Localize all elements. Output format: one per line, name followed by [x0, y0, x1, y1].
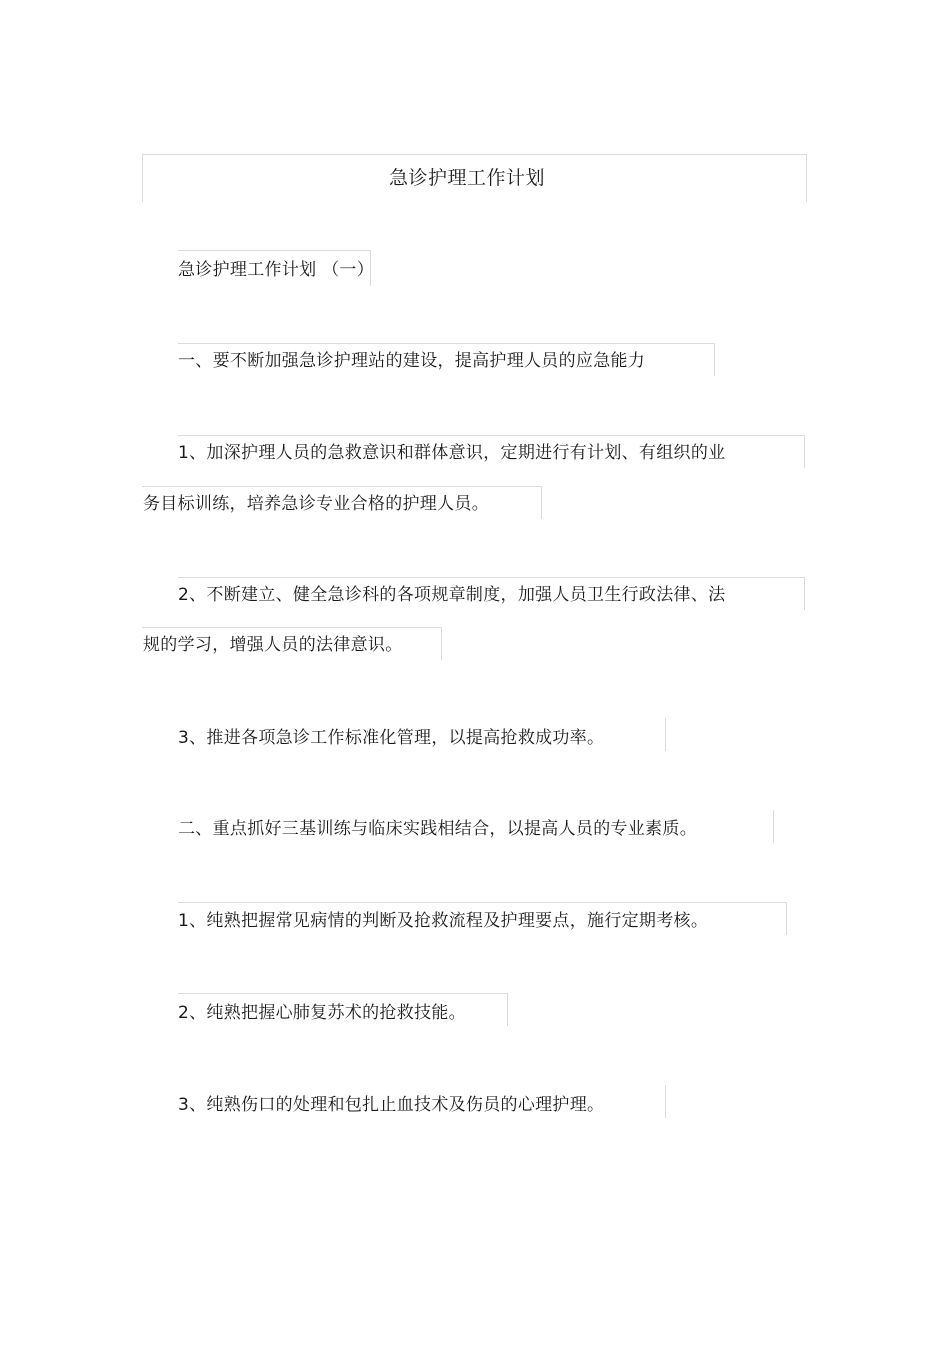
section1-item1-line2: 务目标训练，培养急诊专业合格的护理人员。: [143, 494, 489, 514]
section1-heading: 一、要不断加强急诊护理站的建设，提高护理人员的应急能力: [178, 351, 646, 371]
document-subtitle: 急诊护理工作计划 （一）: [178, 260, 375, 280]
section1-item1-line1: 1、加深护理人员的急救意识和群体意识，定期进行有计划、有组织的业: [178, 443, 726, 463]
section2-heading: 二、重点抓好三基训练与临床实践相结合，以提高人员的专业素质。: [178, 819, 697, 839]
section2-item2: 2、纯熟把握心肺复苏术的抢救技能。: [178, 1003, 466, 1023]
document-title: 急诊护理工作计划: [389, 167, 546, 189]
section1-item2-line1: 2、不断建立、健全急诊科的各项规章制度，加强人员卫生行政法律、法: [178, 585, 726, 605]
section1-item2-line2: 规的学习，增强人员的法律意识。: [143, 635, 403, 655]
section2-item3: 3、纯熟伤口的处理和包扎止血技术及伤员的心理护理。: [178, 1095, 605, 1115]
section2-item1: 1、纯熟把握常见病情的判断及抢救流程及护理要点，施行定期考核。: [178, 911, 709, 931]
section1-item3: 3、推进各项急诊工作标准化管理，以提高抢救成功率。: [178, 728, 605, 748]
